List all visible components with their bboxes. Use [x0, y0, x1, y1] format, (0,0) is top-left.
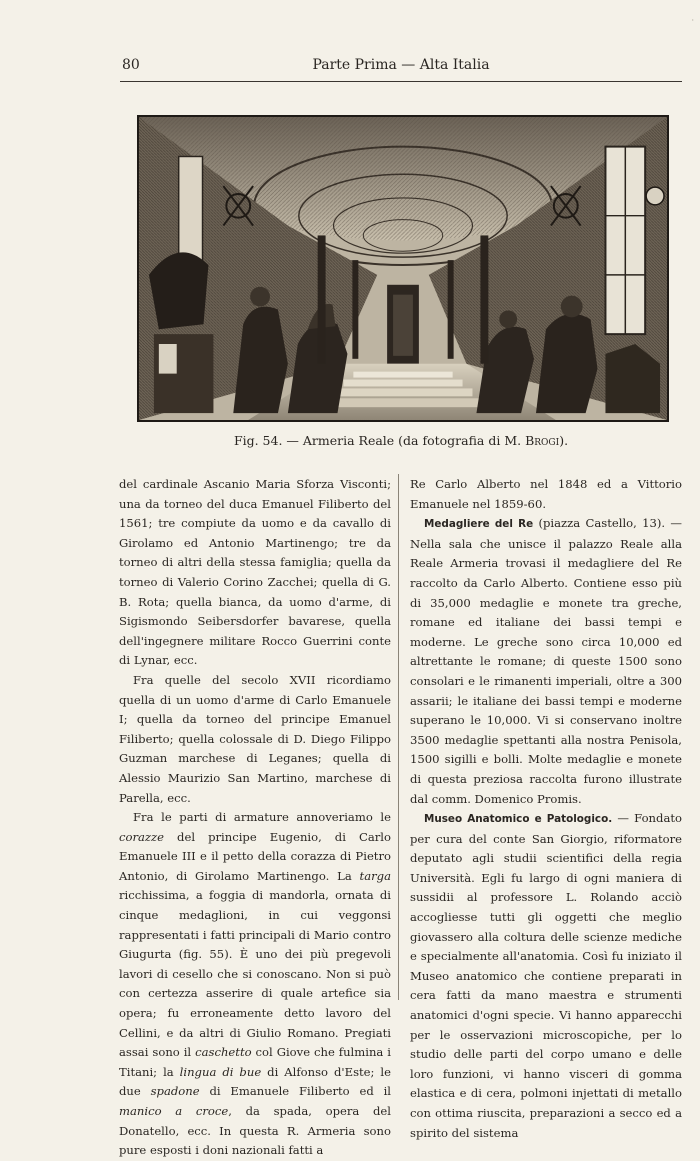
- page-speck: ·: [691, 16, 694, 25]
- paragraph-armature-xvii: Fra quelle del secolo XVII ricordiamo quella di un uomo d'arme di Carlo Emanuele I; quella da torneo del principe Emanuel Filiberto; quella colossale di D. Diego Filippo Guzman marchese di Leganes; quella di Alessio Maurizio San Martino, marchese di Parella, ecc.: [119, 672, 391, 805]
- paragraph-museo-anatomico: Museo Anatomico e Patologico. — Fondato per cura del conte San Giorgio, riformatore deputato agli studii scientifici della regia Università. Egli fu largo di ogni maniera di sussidii al professore L. Rolando acciò accogliesse tutti gli oggetti che meglio giovassero alla coltura delle scienze mediche e specialmente all'anatomia. Così fu iniziato il Museo anatomico che contiene preparati in cera fatti da mano maestra e strumenti anatomici d'ogni specie. Vi hanno apparecchi per le osservazioni microscopiche, per lo studio delle parti del corpo umano e delle loro funzioni, vi hanno visceri di gomma elastica e di cera, polmoni injettati di metallo con ottima riuscita, preparazioni a secco ed a spirito del sistema: [410, 811, 683, 1140]
- paragraph-parti-armature: Fra le parti di armature annoveriamo le corazze del principe Eugenio, di Carlo Emanuele III e il petto della corazza di Pietro Antonio, di Girolamo Martinengo. La targa ricchissima, a foggia di mandorla, ornata di cinque medaglioni, in cui veggonsi rappresentati i fatti principali di Mario contro Giugurta (fig. 55). È uno dei più pregevoli lavori di cesello che si conoscano. Non si può con certezza asserire di quale artefice sia opera; fu erroneamente detto lavoro del Cellini, e da altri di Giulio Romano. Pregiati assai sono il caschetto col Giove che fulmina i Titani; la lingua di bue di Alfonso d'Este; le due spadone di Emanuele Filiberto ed il manico a croce, da spada, opera del Donatello, ecc. In questa R. Armeria sono pure esposti i doni nazionali fatti a: [119, 810, 392, 1158]
- figure-caption: [120, 432, 682, 450]
- armeria-reale-engraving: [137, 115, 669, 422]
- caption-text: Fig. 54. — Armeria Reale (da fotografia di M.: [233, 433, 526, 448]
- left-column: [119, 475, 391, 1161]
- paragraph-doni-nazionali: Re Carlo Alberto nel 1848 ed a Vittorio Emanuele nel 1859-60.: [410, 477, 682, 511]
- caption-author: Brogi: [525, 433, 560, 448]
- gallery-illustration: [139, 117, 667, 420]
- running-title: Parte Prima — Alta Italia: [312, 57, 490, 73]
- museo-heading: Museo Anatomico e Patologico.: [424, 813, 613, 826]
- right-column: [410, 475, 682, 1143]
- paragraph-armature-xvi: del cardinale Ascanio Maria Sforza Visconti; una da torneo del duca Emanuel Filiberto del 1561; tre compiute da uomo e da cavallo di Girolamo ed Antonio Martinengo; tre da torneo di altri della stessa famiglia; quella da torneo di Valerio Corino Zacchei; quella di G. B. Rota; quella bianca, da uomo d'arme, di Sigismondo Seibersdorfer bavarese, quella dell'ingegnere militare Rocco Guerrini conte di Lynar, ecc.: [119, 477, 391, 668]
- paragraph-medagliere: Medagliere del Re (piazza Castello, 13). — Nella sala che unisce il palazzo Reale alla Reale Armeria trovasi il medagliere del Re raccolto da Carlo Alberto. Contiene esso più di 35,000 medaglie e monete tra greche, romane ed italiane dei bassi tempi e moderne. Le greche sono circa 10,000 ed altrettante le romane; di queste 1500 sono consolari e le rimanenti imperiali, oltre a 300 assarii; le italiane dei bassi tempi e moderne superano le 10,000. Vi si conservano inoltre 3500 medaglie spettanti alla nostra Penisola, 1500 sigilli e bolli. Molte medaglie e monete di questa preziosa raccolta furono illustrate dal comm. Domenico Promis.: [410, 516, 682, 806]
- caption-end: ).: [559, 433, 569, 448]
- page-number: 80: [122, 57, 140, 73]
- header-rule: [120, 81, 682, 82]
- page-header: [120, 54, 682, 76]
- column-divider: [398, 474, 399, 1000]
- medagliere-heading: Medagliere del Re: [424, 518, 534, 531]
